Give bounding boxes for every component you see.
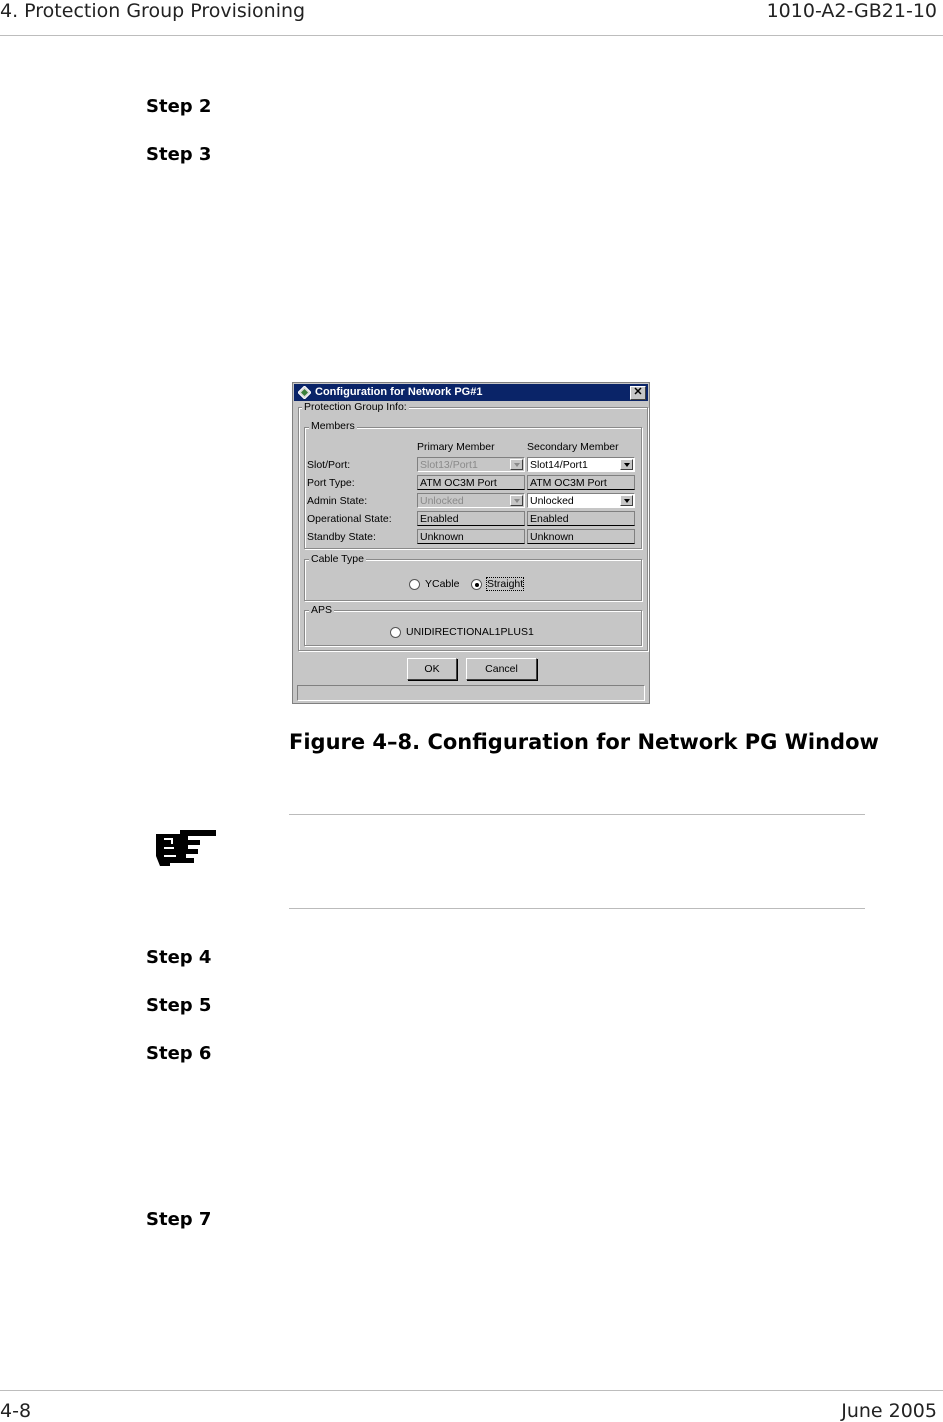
pointing-hand-icon (150, 826, 220, 870)
note-bottom-rule (289, 908, 865, 909)
chevron-down-icon[interactable] (620, 495, 633, 506)
page-date: June 2005 (841, 1400, 937, 1422)
step-4-label: Step 4 (146, 947, 212, 968)
primary-standby-state-value: Unknown (417, 529, 525, 544)
app-icon (298, 386, 311, 399)
operational-state-label: Operational State: (307, 513, 392, 525)
close-icon[interactable]: ✕ (630, 386, 646, 400)
primary-slot-port-select: Slot13/Port1 (417, 457, 525, 472)
admin-state-label: Admin State: (307, 495, 368, 507)
primary-port-type-value: ATM OC3M Port (417, 475, 525, 490)
primary-member-header: Primary Member (417, 441, 495, 453)
secondary-admin-state-select[interactable]: Unlocked (527, 493, 635, 508)
secondary-standby-state-value: Unknown (527, 529, 635, 544)
cable-type-title: Cable Type (311, 553, 364, 565)
footer-rule (0, 1390, 943, 1391)
protection-group-info-title: Protection Group Info: (304, 401, 407, 413)
chevron-down-icon (510, 459, 523, 470)
unidirectional-label[interactable]: UNIDIRECTIONAL1PLUS1 (406, 626, 534, 638)
page-header-docnum: 1010-A2-GB21-10 (766, 0, 937, 22)
status-bar (297, 685, 645, 701)
dialog-titlebar[interactable] (294, 384, 648, 401)
step-7-label: Step 7 (146, 1209, 212, 1230)
secondary-operational-state-value: Enabled (527, 511, 635, 526)
standby-state-label: Standby State: (307, 531, 376, 543)
chevron-down-icon[interactable] (620, 459, 633, 470)
secondary-slot-port-select[interactable]: Slot14/Port1 (527, 457, 635, 472)
ycable-radio[interactable] (409, 579, 420, 590)
dialog-title: Configuration for Network PG#1 (315, 386, 483, 398)
step-2-label: Step 2 (146, 96, 212, 117)
cancel-button[interactable]: Cancel (466, 658, 537, 680)
slot-port-label: Slot/Port: (307, 459, 351, 471)
primary-operational-state-value: Enabled (417, 511, 525, 526)
members-title: Members (311, 420, 355, 432)
config-network-pg-dialog (292, 382, 650, 704)
figure-caption: Figure 4–8. Configuration for Network PG Window (289, 730, 879, 754)
ycable-label[interactable]: YCable (425, 578, 460, 590)
unidirectional-radio[interactable] (390, 627, 401, 638)
page-number: 4-8 (0, 1400, 32, 1422)
step-3-label: Step 3 (146, 144, 212, 165)
secondary-member-header: Secondary Member (527, 441, 619, 453)
aps-title: APS (311, 604, 333, 616)
page-header-chapter: 4. Protection Group Provisioning (0, 0, 306, 22)
header-rule (0, 35, 943, 36)
straight-label[interactable]: Straight (487, 578, 524, 590)
ok-button[interactable]: OK (407, 658, 457, 680)
step-5-label: Step 5 (146, 995, 212, 1016)
straight-radio[interactable] (471, 579, 482, 590)
secondary-port-type-value: ATM OC3M Port (527, 475, 635, 490)
port-type-label: Port Type: (307, 477, 355, 489)
step-6-label: Step 6 (146, 1043, 212, 1064)
primary-admin-state-select: Unlocked (417, 493, 525, 508)
chevron-down-icon (510, 495, 523, 506)
note-top-rule (289, 814, 865, 815)
